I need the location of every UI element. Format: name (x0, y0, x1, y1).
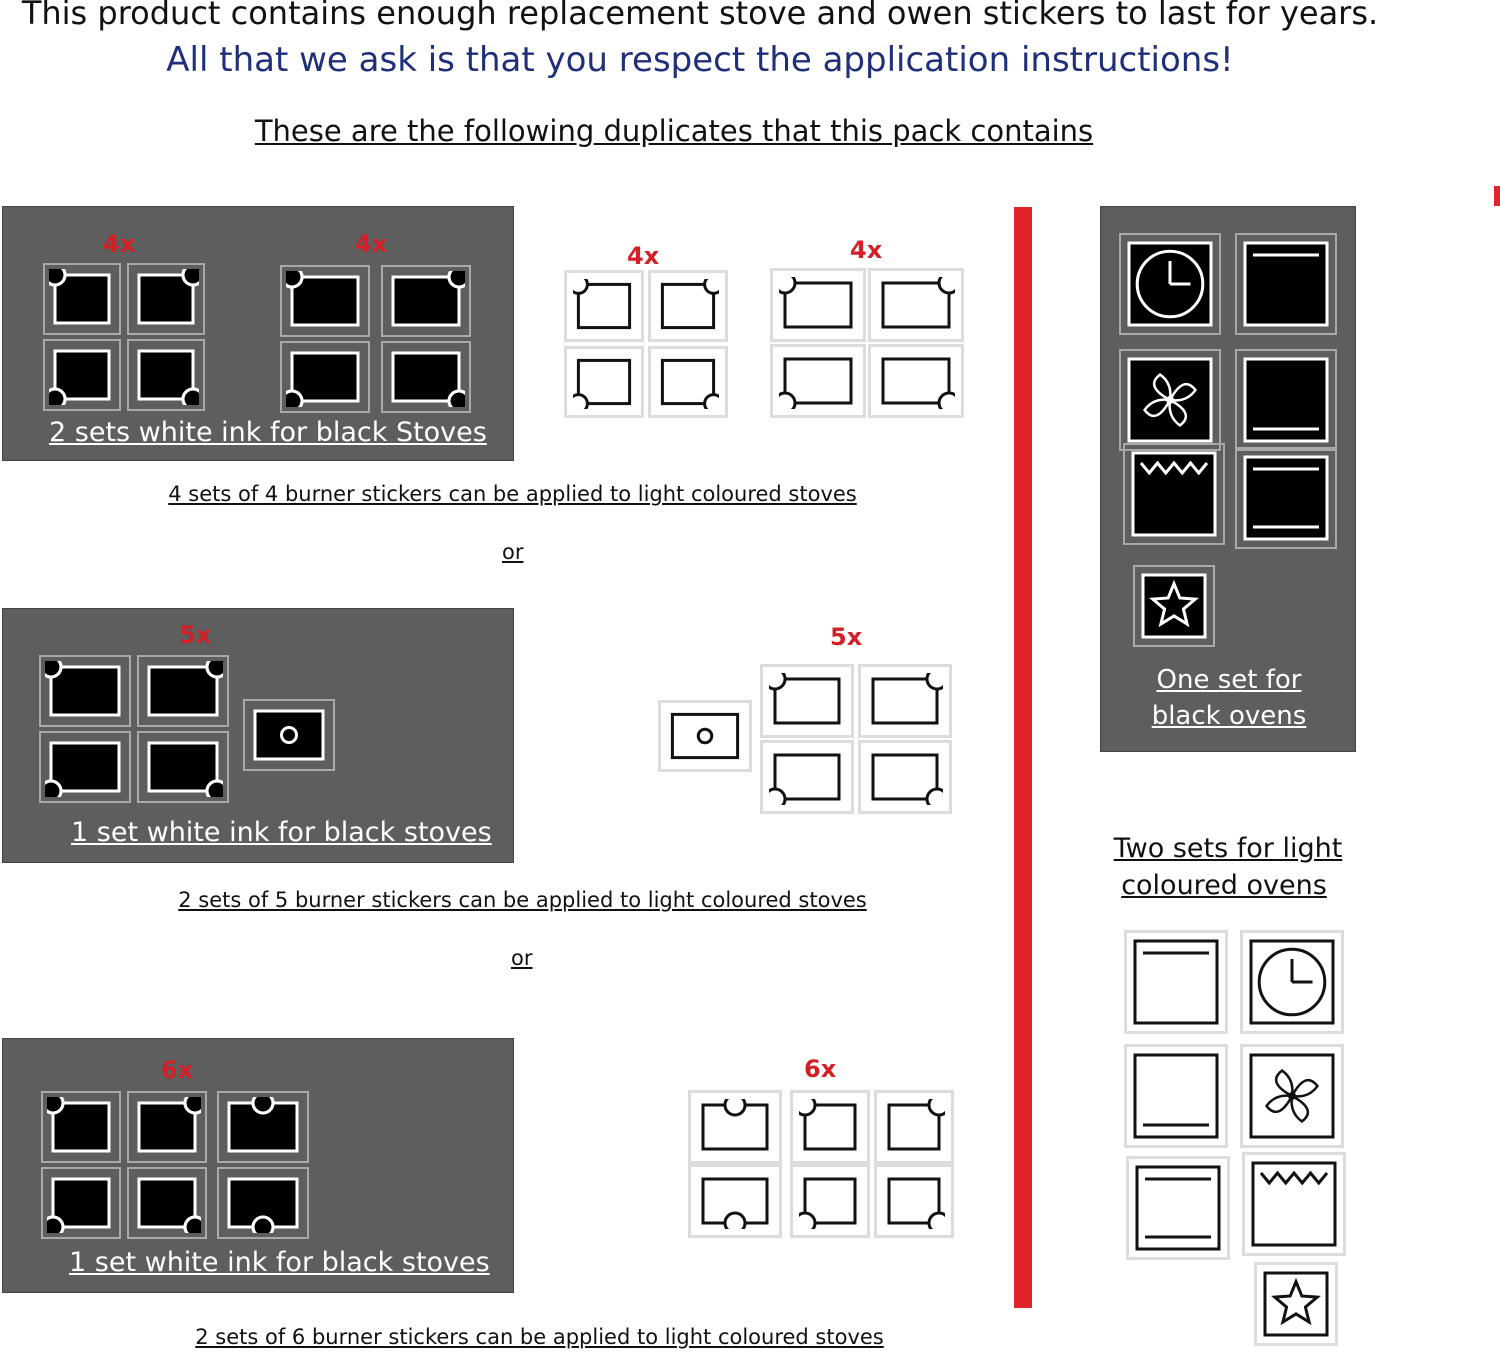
burner-sticker (381, 341, 471, 413)
clock-icon (1119, 233, 1221, 335)
burner-sticker (760, 740, 854, 814)
top-bottom-heat-icon (1235, 447, 1337, 549)
burner-sticker (243, 699, 335, 771)
star-icon (1254, 1262, 1338, 1346)
light-oven-label-line1: Two sets for light (1113, 833, 1343, 864)
multiplier: 4x (355, 230, 388, 258)
burner-sticker (41, 1167, 121, 1239)
panel-label-line1: One set for (1156, 665, 1302, 695)
burner-sticker (648, 346, 728, 418)
multiplier: 4x (627, 242, 660, 270)
burner-sticker (43, 339, 121, 411)
headline: This product contains enough replacement stove and owen stickers to last for years. (21, 0, 1379, 32)
multiplier: 5x (179, 621, 212, 649)
burner-sticker (770, 268, 866, 342)
burner-sticker (858, 740, 952, 814)
burner-sticker (564, 346, 644, 418)
burner-sticker (688, 1090, 782, 1164)
burner-sticker (217, 1091, 309, 1163)
burner-sticker (217, 1167, 309, 1239)
grill-icon (1123, 443, 1225, 545)
burner-sticker (381, 265, 471, 337)
burner-sticker (41, 1091, 121, 1163)
top-heat-icon (1124, 930, 1228, 1034)
burner-sticker (280, 265, 370, 337)
burner-sticker (760, 664, 854, 738)
application-note: 4 sets of 4 burner stickers can be applied to light coloured stoves (168, 482, 857, 506)
panel-label: 1 set white ink for black stoves (69, 1247, 490, 1278)
burner-sticker (868, 268, 964, 342)
multiplier: 6x (161, 1056, 194, 1084)
burner-sticker (868, 344, 964, 418)
burner-sticker (127, 1167, 207, 1239)
star-icon (1133, 565, 1215, 647)
burner-sticker (43, 263, 121, 335)
clock-icon (1240, 930, 1344, 1034)
burner-sticker (137, 655, 229, 727)
burner-sticker (858, 664, 952, 738)
grill-icon (1242, 1152, 1346, 1256)
burner-sticker (127, 339, 205, 411)
burner-sticker (688, 1164, 782, 1238)
multiplier: 4x (103, 230, 136, 258)
or-label: or (511, 946, 533, 970)
or-label: or (502, 540, 524, 564)
bottom-heat-icon (1124, 1044, 1228, 1148)
application-note: 2 sets of 6 burner stickers can be applied to light coloured stoves (195, 1325, 884, 1349)
application-note: 2 sets of 5 burner stickers can be applied to light coloured stoves (178, 888, 867, 912)
top-heat-icon (1235, 233, 1337, 335)
burner-sticker (39, 655, 131, 727)
top-bottom-heat-icon (1126, 1156, 1230, 1260)
burner-sticker (127, 263, 205, 335)
burner-sticker (874, 1164, 954, 1238)
edge-marker (1494, 186, 1500, 206)
divider (1014, 207, 1032, 1308)
burner-sticker (564, 270, 644, 342)
burner-sticker (790, 1164, 870, 1238)
bottom-heat-icon (1235, 349, 1337, 451)
light-oven-label-line2: coloured ovens (1121, 870, 1327, 901)
burner-sticker (280, 341, 370, 413)
black-oven-panel (1100, 206, 1356, 752)
fan-icon (1119, 349, 1221, 451)
burner-sticker (127, 1091, 207, 1163)
panel-label: 2 sets white ink for black Stoves (49, 417, 487, 448)
burner-sticker (658, 700, 752, 772)
section-heading: These are the following duplicates that this pack contains (254, 114, 1094, 148)
panel-label-line2: black ovens (1151, 701, 1307, 731)
black-stove-panel-6-burner (2, 1038, 514, 1293)
panel-label: 1 set white ink for black stoves (71, 817, 492, 848)
black-stove-panel-4-burner (2, 206, 514, 461)
burner-sticker (137, 731, 229, 803)
fan-icon (1240, 1044, 1344, 1148)
multiplier: 4x (850, 236, 883, 264)
burner-sticker (770, 344, 866, 418)
burner-sticker (648, 270, 728, 342)
burner-sticker (874, 1090, 954, 1164)
burner-sticker (39, 731, 131, 803)
multiplier: 6x (804, 1055, 837, 1083)
burner-sticker (790, 1090, 870, 1164)
multiplier: 5x (830, 623, 863, 651)
subheadline: All that we ask is that you respect the application instructions! (166, 40, 1234, 80)
black-stove-panel-5-burner (2, 608, 514, 863)
